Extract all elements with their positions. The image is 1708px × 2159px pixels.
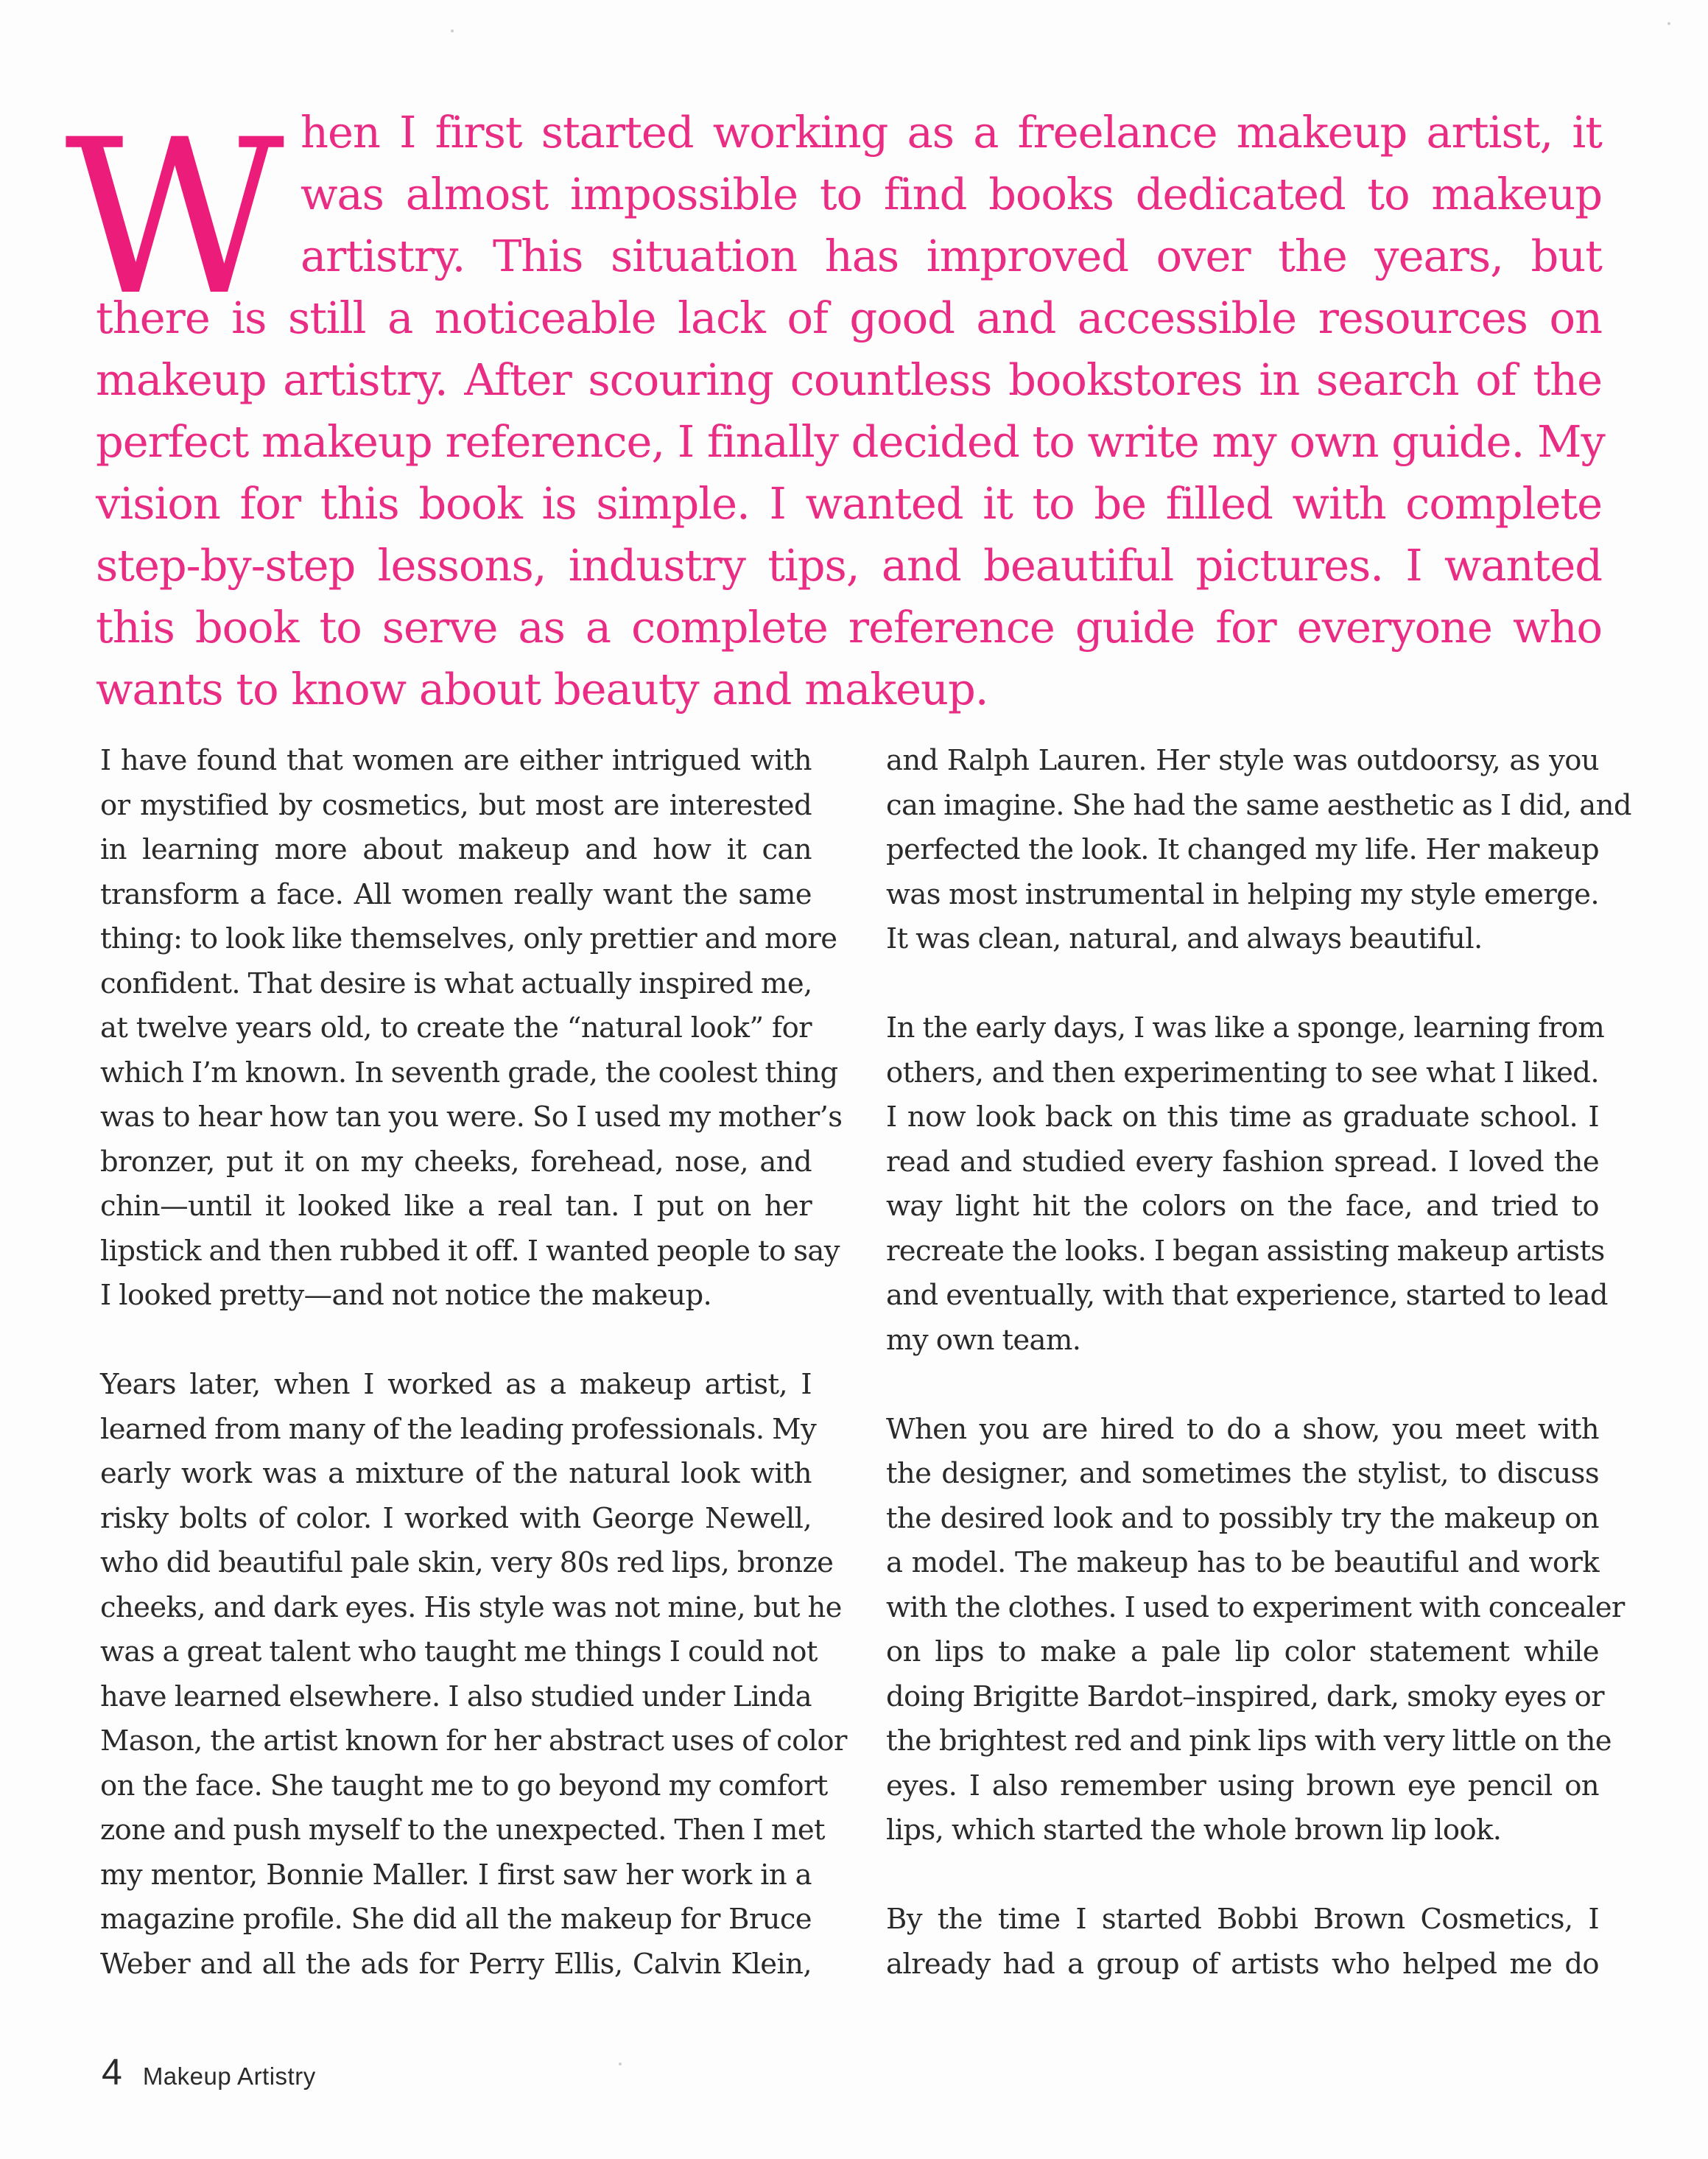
text-line: the designer, and sometimes the stylist, to discuss xyxy=(886,1457,1599,1490)
intro-line: artistry. This situation has improved over the years, but xyxy=(301,231,1602,281)
body-paragraph xyxy=(886,739,1631,962)
text-line: was a great talent who taught me things I could not xyxy=(100,1635,818,1668)
text-line: magazine profile. She did all the makeup for Bruce xyxy=(100,1903,812,1936)
body-paragraph xyxy=(886,1408,1625,1853)
text-line: learned from many of the leading professionals. My xyxy=(100,1412,817,1446)
text-line: doing Brigitte Bardot–inspired, dark, smoky eyes or xyxy=(886,1679,1604,1713)
intro-line: makeup artistry. After scouring countless bookstores in search of the xyxy=(96,354,1602,405)
text-line: I have found that women are either intrigued with xyxy=(100,744,812,777)
text-line: lipstick and then rubbed it off. I wanted people to say xyxy=(100,1234,840,1268)
text-line: risky bolts of color. I worked with George Newell, xyxy=(100,1501,812,1535)
text-line: at twelve years old, to create the “natural look” for xyxy=(100,1011,812,1045)
text-line: Years later, when I worked as a makeup artist, I xyxy=(100,1368,812,1401)
body-paragraph xyxy=(886,1898,1599,1987)
text-line: have learned elsewhere. I also studied under Linda xyxy=(100,1679,812,1713)
left-column xyxy=(100,739,847,2032)
body-paragraph xyxy=(100,1363,847,1987)
text-line: the brightest red and pink lips with very little on the xyxy=(886,1724,1612,1758)
intro-line: was almost impossible to find books dedicated to makeup xyxy=(301,169,1602,220)
text-line: When you are hired to do a show, you meet with xyxy=(886,1412,1599,1446)
right-column xyxy=(886,739,1631,2032)
text-line: in learning more about makeup and how it can xyxy=(100,833,812,866)
text-line: was to hear how tan you were. So I used my mother’s xyxy=(100,1100,843,1134)
text-line: transform a face. All women really want the same xyxy=(100,877,812,911)
intro-line: wants to know about beauty and makeup. xyxy=(96,664,988,715)
text-line: my own team. xyxy=(886,1323,1081,1357)
intro-line: vision for this book is simple. I wanted it to be filled with complete xyxy=(96,478,1602,529)
text-line: I now look back on this time as graduate school. I xyxy=(886,1100,1599,1134)
text-line: a model. The makeup has to be beautiful and work xyxy=(886,1546,1599,1579)
text-line: lips, which started the whole brown lip look. xyxy=(886,1814,1502,1847)
text-line: with the clothes. I used to experiment with concealer xyxy=(886,1590,1625,1624)
intro-line: hen I first started working as a freelance makeup artist, it xyxy=(301,107,1602,158)
text-line: In the early days, I was like a sponge, learning from xyxy=(886,1011,1605,1045)
text-line: others, and then experimenting to see what I liked. xyxy=(886,1056,1599,1089)
body-paragraph xyxy=(886,1006,1608,1363)
text-line: the desired look and to possibly try the makeup on xyxy=(886,1501,1599,1535)
text-line: bronzer, put it on my cheeks, forehead, nose, and xyxy=(100,1145,812,1179)
running-title: Makeup Artistry xyxy=(142,2063,316,2090)
text-line: was most instrumental in helping my style emerge. xyxy=(886,877,1599,911)
text-line: and eventually, with that experience, started to lead xyxy=(886,1279,1608,1312)
text-line: my mentor, Bonnie Maller. I first saw her work in a xyxy=(100,1858,812,1892)
drop-cap: W xyxy=(65,94,281,343)
text-line: I looked pretty—and not notice the makeup. xyxy=(100,1279,712,1312)
text-line: confident. That desire is what actually inspired me, xyxy=(100,966,812,1000)
page-footer xyxy=(102,2051,316,2095)
scan-speck xyxy=(451,29,454,32)
text-line: cheeks, and dark eyes. His style was not mine, but he xyxy=(100,1590,842,1624)
page-number: 4 xyxy=(102,2051,122,2093)
text-line: thing: to look like themselves, only prettier and more xyxy=(100,922,837,955)
text-line: By the time I started Bobbi Brown Cosmetics, I xyxy=(886,1903,1599,1936)
text-line: way light hit the colors on the face, and tried to xyxy=(886,1190,1599,1223)
text-line: zone and push myself to the unexpected. Then I met xyxy=(100,1814,825,1847)
text-line: recreate the looks. I began assisting makeup artists xyxy=(886,1234,1605,1268)
intro-line: this book to serve as a complete reference guide for everyone who xyxy=(96,602,1602,653)
text-line: and Ralph Lauren. Her style was outdoorsy, as you xyxy=(886,744,1599,777)
scan-speck xyxy=(1667,22,1670,25)
text-line: on lips to make a pale lip color statement while xyxy=(886,1635,1599,1668)
intro-line: perfect makeup reference, I finally decided to write my own guide. My xyxy=(96,416,1605,467)
text-line: early work was a mixture of the natural look with xyxy=(100,1457,812,1490)
text-line: read and studied every fashion spread. I loved the xyxy=(886,1145,1599,1179)
text-line: eyes. I also remember using brown eye pencil on xyxy=(886,1769,1599,1802)
text-line: Mason, the artist known for her abstract uses of color xyxy=(100,1724,847,1758)
text-line: Weber and all the ads for Perry Ellis, Calvin Klein, xyxy=(100,1947,812,1981)
text-line: which I’m known. In seventh grade, the coolest thing xyxy=(100,1056,838,1089)
text-line: It was clean, natural, and always beautiful. xyxy=(886,922,1483,955)
text-line: who did beautiful pale skin, very 80s red lips, bronze xyxy=(100,1546,834,1579)
body-paragraph xyxy=(100,739,843,1319)
text-line: perfected the look. It changed my life. Her makeup xyxy=(886,833,1599,866)
intro-line: there is still a noticeable lack of good and accessible resources on xyxy=(96,292,1602,343)
text-line: already had a group of artists who helped me do xyxy=(886,1947,1599,1981)
text-line: can imagine. She had the same aesthetic as I did, and xyxy=(886,788,1631,822)
scan-speck xyxy=(619,2063,622,2065)
text-line: or mystified by cosmetics, but most are interested xyxy=(100,788,812,822)
intro-line: step-by-step lessons, industry tips, and beautiful pictures. I wanted xyxy=(96,540,1602,591)
intro-paragraph xyxy=(65,94,1605,720)
text-line: on the face. She taught me to go beyond my comfort xyxy=(100,1769,828,1802)
text-line: chin—until it looked like a real tan. I put on her xyxy=(100,1190,812,1223)
